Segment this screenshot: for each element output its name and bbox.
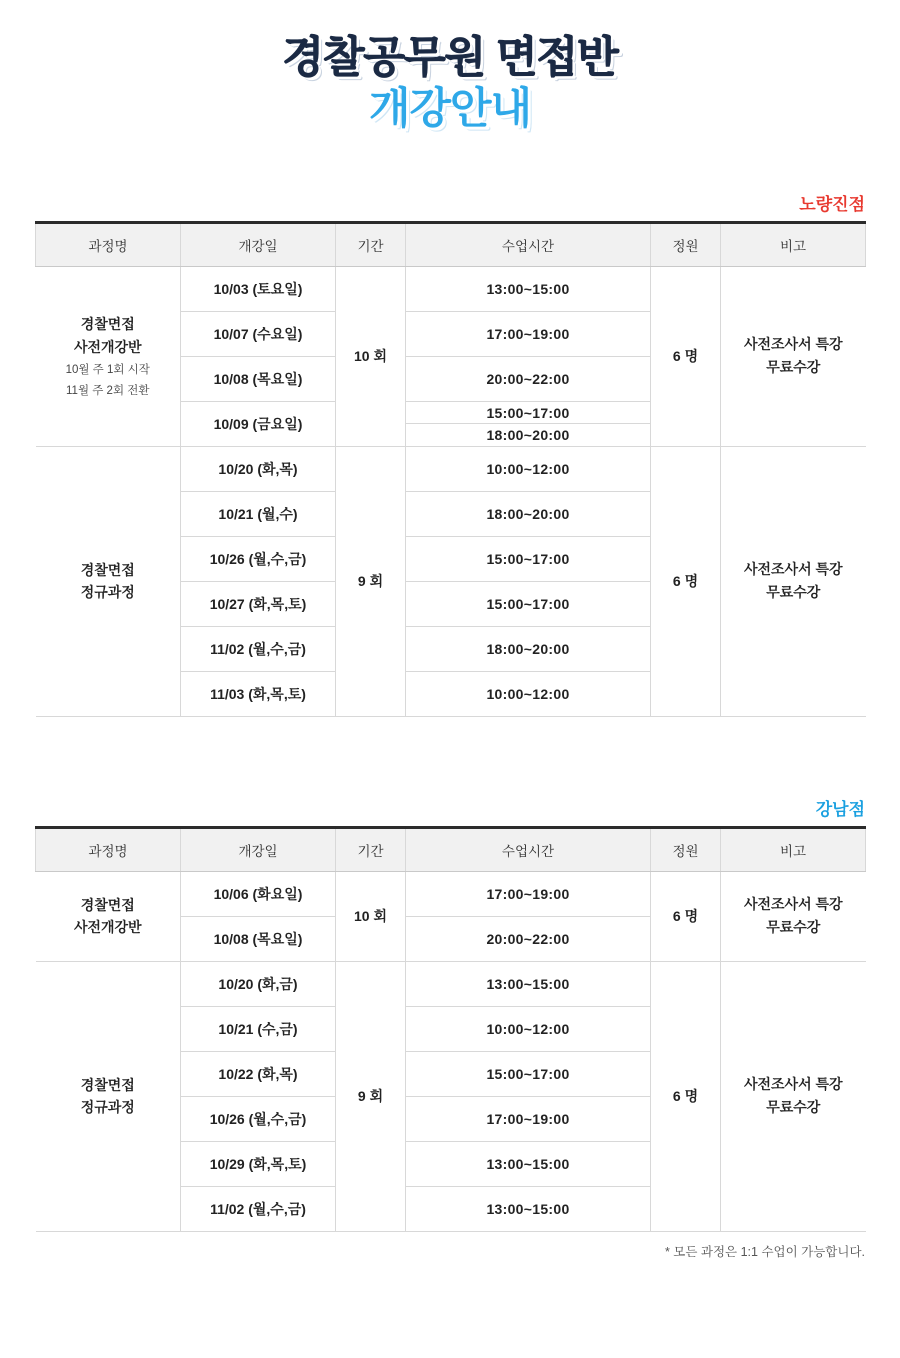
course-name-line-1: 경찰면접 [80, 896, 135, 913]
schedule-table-gangnam [35, 826, 866, 1232]
remark-line-1: 사전조사서 특강 [743, 895, 843, 912]
title-line-2: 개강안내 [368, 85, 532, 134]
course-name-cell [36, 961, 181, 1231]
class-time-cell: 13:00~15:00 [406, 266, 651, 311]
schedule-section-gangnam [35, 795, 865, 1232]
duration-cell: 10 회 [336, 266, 406, 446]
class-time-cell: 20:00~22:00 [406, 356, 651, 401]
start-date-cell: 10/27 (화,목,토) [181, 581, 336, 626]
capacity-cell: 6 명 [651, 446, 721, 716]
start-date-cell: 10/21 (수,금) [181, 1006, 336, 1051]
title-line-1: 경찰공무원 면접반 [282, 34, 618, 82]
start-date-cell: 11/02 (월,수,금) [181, 626, 336, 671]
start-date-cell: 10/26 (월,수,금) [181, 1096, 336, 1141]
course-name-cell [36, 446, 181, 716]
col-header-note: 비고 [721, 222, 866, 266]
class-time-cell: 13:00~15:00 [406, 961, 651, 1006]
class-time-cell: 17:00~19:00 [406, 311, 651, 356]
start-date-cell: 10/22 (화,목) [181, 1051, 336, 1096]
table-header-row [36, 827, 866, 871]
col-header-capacity: 정원 [651, 222, 721, 266]
start-date-cell: 10/20 (화,금) [181, 961, 336, 1006]
start-date-cell: 10/03 (토요일) [181, 266, 336, 311]
start-date-cell: 10/21 (월,수) [181, 491, 336, 536]
duration-cell: 9 회 [336, 446, 406, 716]
course-name-line-1: 경찰면접 [80, 1076, 135, 1093]
course-name-line-1: 경찰면접 [80, 316, 135, 333]
remark-line-1: 사전조사서 특강 [743, 560, 843, 577]
table-row [36, 871, 866, 916]
col-header-name: 과정명 [36, 222, 181, 266]
course-note-line-1: 10월 주 1회 시작 [65, 364, 150, 377]
class-time-cell: 20:00~22:00 [406, 916, 651, 961]
remark-cell [721, 266, 866, 446]
course-name-line-2: 정규과정 [80, 1099, 135, 1116]
start-date-cell: 10/09 (금요일) [181, 401, 336, 446]
col-header-name: 과정명 [36, 827, 181, 871]
course-name-line-1: 경찰면접 [80, 561, 135, 578]
start-date-cell: 10/08 (목요일) [181, 356, 336, 401]
start-date-cell: 10/08 (목요일) [181, 916, 336, 961]
start-date-cell: 11/03 (화,목,토) [181, 671, 336, 716]
page-title [0, 0, 900, 135]
duration-cell: 10 회 [336, 871, 406, 961]
table-header-row [36, 222, 866, 266]
branch-label: 노량진점 [799, 194, 865, 214]
col-header-start: 개강일 [181, 222, 336, 266]
course-name-line-2: 사전개강반 [73, 338, 142, 355]
col-header-note: 비고 [721, 827, 866, 871]
class-time-cell: 15:00~17:00 [406, 1051, 651, 1096]
class-time-cell: 17:00~19:00 [406, 1096, 651, 1141]
class-time-cell: 18:00~20:00 [406, 491, 651, 536]
remark-cell [721, 961, 866, 1231]
class-time-cell: 10:00~12:00 [406, 671, 651, 716]
schedule-table-noryangjin [35, 221, 866, 717]
course-name-line-2: 사전개강반 [73, 919, 142, 936]
remark-line-2: 무료수강 [766, 584, 821, 601]
branch-label-row [35, 795, 865, 826]
col-header-duration: 기간 [336, 222, 406, 266]
class-time-cell: 13:00~15:00 [406, 1186, 651, 1231]
remark-line-1: 사전조사서 특강 [743, 1075, 843, 1092]
capacity-cell: 6 명 [651, 266, 721, 446]
col-header-time: 수업시간 [406, 222, 651, 266]
class-time-cell: 18:00~20:00 [406, 424, 651, 447]
col-header-capacity: 정원 [651, 827, 721, 871]
col-header-time: 수업시간 [406, 827, 651, 871]
table-row [36, 446, 866, 491]
capacity-cell: 6 명 [651, 961, 721, 1231]
table-row [36, 961, 866, 1006]
class-time-cell: 18:00~20:00 [406, 626, 651, 671]
course-note-line-2: 11월 주 2회 전환 [66, 384, 150, 397]
remark-line-2: 무료수강 [766, 1099, 821, 1116]
course-name-cell [36, 266, 181, 446]
class-time-cell: 15:00~17:00 [406, 536, 651, 581]
start-date-cell: 10/07 (수요일) [181, 311, 336, 356]
table-row [36, 266, 866, 311]
remark-cell [721, 446, 866, 716]
class-time-cell: 13:00~15:00 [406, 1141, 651, 1186]
branch-label: 강남점 [815, 799, 865, 819]
remark-line-1: 사전조사서 특강 [743, 335, 843, 352]
course-name-cell [36, 871, 181, 961]
remark-cell [721, 871, 866, 961]
class-time-cell: 15:00~17:00 [406, 401, 651, 424]
remark-line-2: 무료수강 [766, 359, 821, 376]
capacity-cell: 6 명 [651, 871, 721, 961]
start-date-cell: 10/26 (월,수,금) [181, 536, 336, 581]
class-time-cell: 15:00~17:00 [406, 581, 651, 626]
col-header-duration: 기간 [336, 827, 406, 871]
footnote: * 모든 과정은 1:1 수업이 가능합니다. [664, 1244, 865, 1259]
schedule-section-noryangjin [35, 190, 865, 717]
start-date-cell: 10/06 (화요일) [181, 871, 336, 916]
duration-cell: 9 회 [336, 961, 406, 1231]
remark-line-2: 무료수강 [766, 919, 821, 936]
class-time-cell: 17:00~19:00 [406, 871, 651, 916]
start-date-cell: 10/29 (화,목,토) [181, 1141, 336, 1186]
class-time-cell: 10:00~12:00 [406, 446, 651, 491]
start-date-cell: 11/02 (월,수,금) [181, 1186, 336, 1231]
class-time-cell: 10:00~12:00 [406, 1006, 651, 1051]
start-date-cell: 10/20 (화,목) [181, 446, 336, 491]
branch-label-row [35, 190, 865, 221]
col-header-start: 개강일 [181, 827, 336, 871]
course-name-line-2: 정규과정 [80, 584, 135, 601]
